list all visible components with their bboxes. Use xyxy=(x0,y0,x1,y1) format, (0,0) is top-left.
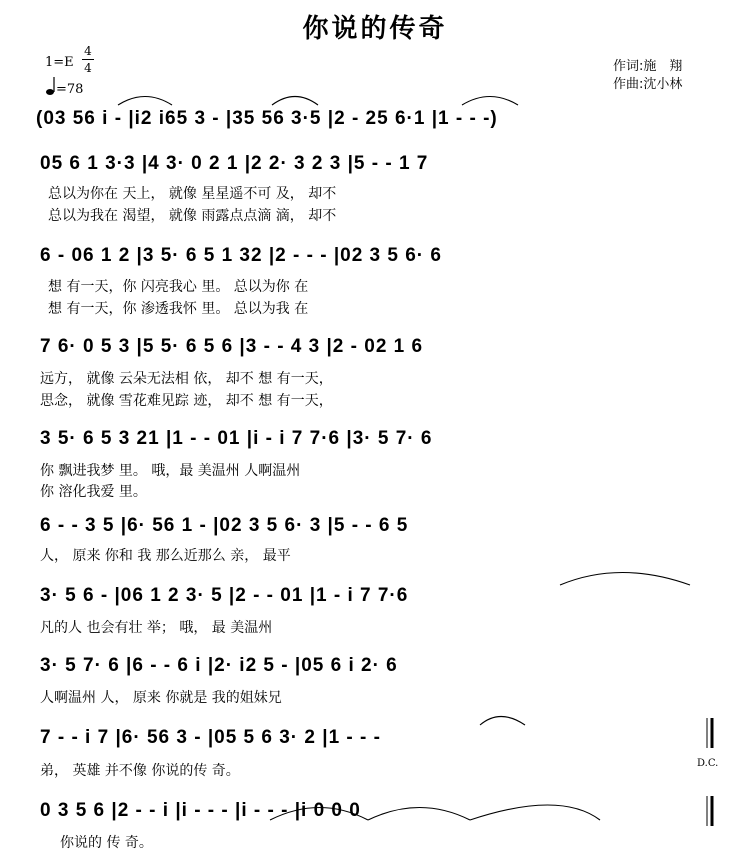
slur-mark xyxy=(118,97,172,106)
lyric-line-2b: 总以为我在 渴望， 就像 雨露点点滴 滴， 却不 xyxy=(48,208,337,224)
lyric-line-5a: 你 飘进我梦 里。 哦，最 美温州 人啊温州 xyxy=(40,463,301,479)
notation-line-5: 3 5· 6 5 3 21 |1 - - 01 |i - i 7 7·6 |3· 5 7· 6 xyxy=(40,428,433,449)
lyric-line-4a: 远方， 就像 云朵无法相 依， 却不 想 有一天， xyxy=(40,371,333,387)
notation-line-8: 3· 5 7· 6 |6 - - 6 i |2· i2 5 - |05 6 i 2· 6 xyxy=(40,655,398,676)
lyric-line-10: 你说的 传 奇。 xyxy=(60,835,153,851)
lyric-line-7: 凡的人 也会有壮 举； 哦， 最 美温州 xyxy=(40,620,273,636)
slur-mark xyxy=(480,717,525,726)
lyric-line-6: 人， 原来 你和 我 那么近那么 亲， 最平 xyxy=(40,548,291,564)
notation-line-10: 0 3 5 6 |2 - - i |i - - - |i - - - |i 0 0 0 xyxy=(40,800,361,821)
time-signature-bottom: 4 xyxy=(84,61,92,75)
dc-mark: D.C. xyxy=(697,758,719,769)
lyric-line-3b: 想 有一天，你 渗透我怀 里。 总以为我 在 xyxy=(48,301,309,317)
lyric-line-3a: 想 有一天，你 闪亮我心 里。 总以为你 在 xyxy=(48,279,309,295)
slur-mark xyxy=(272,97,318,106)
notation-line-1: (03 56 i - |i2 i65 3 - |35 56 3·5 |2 - 25 6·1 |1 - - -) xyxy=(36,108,498,129)
slur-mark xyxy=(462,97,518,106)
notation-line-6: 6 - - 3 5 |6· 56 1 - |02 3 5 6· 3 |5 - - 6 5 xyxy=(40,515,409,536)
lyricist-credit: 作词:施 翔 xyxy=(613,59,683,74)
slur-mark xyxy=(560,573,690,586)
lyric-line-2a: 总以为你在 天上， 就像 星星遥不可 及， 却不 xyxy=(48,186,337,202)
composer-credit: 作曲:沈小林 xyxy=(613,77,683,92)
lyric-line-5b: 你 溶化我爱 里。 xyxy=(40,484,147,500)
key-signature: 1=E xyxy=(45,55,74,70)
lyric-line-4b: 思念， 就像 雪花难见踪 迹， 却不 想 有一天， xyxy=(40,393,333,409)
song-title: 你说的传奇 xyxy=(302,14,448,44)
notation-line-9: 7 - - i 7 |6· 56 3 - |05 5 6 3· 2 |1 - - - xyxy=(40,727,381,748)
time-signature-top: 4 xyxy=(84,44,92,58)
notation-line-7: 3· 5 6 - |06 1 2 3· 5 |2 - - 01 |1 - i 7 7·6 xyxy=(40,585,409,606)
notation-line-3: 6 - 06 1 2 |3 5· 6 5 1 32 |2 - - - |02 3 5 6· 6 xyxy=(40,245,442,266)
lyric-line-9: 弟， 英雄 并不像 你说的传 奇。 xyxy=(40,763,240,779)
tie-mark xyxy=(270,808,368,821)
notation-line-4: 7 6· 0 5 3 |5 5· 6 5 6 |3 - - 4 3 |2 - 02 1 6 xyxy=(40,336,424,357)
tie-mark xyxy=(470,805,600,820)
tempo-value: =78 xyxy=(56,82,84,97)
lyric-line-8: 人啊温州 人， 原来 你就是 我的姐妹兄 xyxy=(40,690,282,706)
notation-line-2: 05 6 1 3·3 |4 3· 0 2 1 |2 2· 3 2 3 |5 - - 1 7 xyxy=(40,153,429,174)
tie-mark xyxy=(368,808,470,821)
